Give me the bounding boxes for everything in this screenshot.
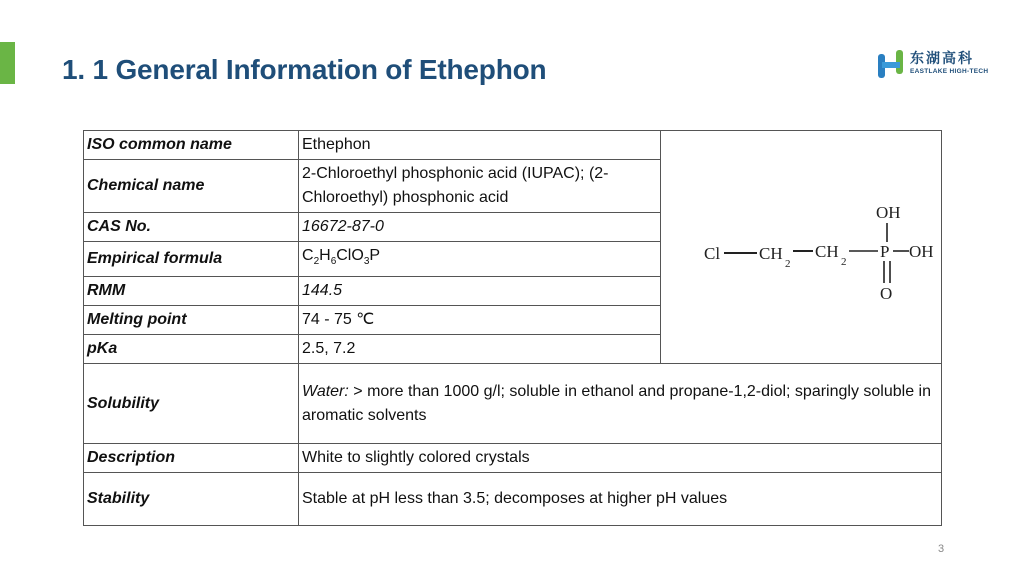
iso-common-name-value: Ethephon — [299, 131, 661, 160]
solubility-label: Solubility — [84, 364, 299, 444]
table-row — [84, 473, 942, 526]
iso-common-name-label: ISO common name — [84, 131, 299, 160]
structure-ch2-b-sub: 2 — [841, 256, 847, 269]
stability-label: Stability — [84, 473, 299, 526]
logo-mark-icon — [876, 48, 906, 82]
table-row — [84, 444, 942, 473]
empirical-formula-label: Empirical formula — [84, 242, 299, 277]
logo-chinese-text: 东湖高科 — [910, 51, 974, 67]
structure-ch2-a: CH — [759, 244, 783, 264]
description-value: White to slightly colored crystals — [299, 444, 942, 473]
solubility-text: > more than 1000 g/l; soluble in ethanol and propane-1,2-diol; sparingly soluble in aromatic solvents — [302, 382, 931, 424]
accent-bar — [0, 42, 15, 84]
structure-ch2-a-sub: 2 — [785, 258, 791, 271]
chemical-name-value: 2-Chloroethyl phosphonic acid (IUPAC); (2-Chloroethyl) phosphonic acid — [299, 160, 661, 213]
description-label: Description — [84, 444, 299, 473]
structure-oh-right: OH — [909, 242, 934, 262]
melting-point-value: 74 - 75 ℃ — [299, 306, 661, 335]
empirical-formula-value: $C_2H_6ClO_3P$ — [299, 242, 661, 277]
company-logo — [876, 46, 988, 86]
cas-number-value: 16672-87-0 — [299, 213, 661, 242]
solubility-prefix: Water: — [302, 382, 349, 400]
chemical-name-label: Chemical name — [84, 160, 299, 213]
structure-p: P — [880, 242, 890, 262]
structure-cell — [661, 131, 942, 364]
ethephon-structure-diagram — [681, 187, 934, 307]
page-number: 3 — [938, 543, 945, 555]
structure-ch2-b: CH — [815, 242, 839, 262]
table-row — [84, 131, 942, 160]
pka-value: 2.5, 7.2 — [299, 335, 661, 364]
cas-number-label: CAS No. — [84, 213, 299, 242]
pka-label: pKa — [84, 335, 299, 364]
structure-oh-top: OH — [876, 203, 901, 223]
ethephon-info-table — [83, 130, 942, 526]
logo-english-text: EASTLAKE HIGH-TECH — [910, 68, 989, 75]
page-title: 1. 1 General Information of Ethephon — [62, 54, 547, 85]
solubility-value — [299, 364, 942, 444]
structure-cl: Cl — [704, 244, 721, 264]
melting-point-label: Melting point — [84, 306, 299, 335]
rmm-value: 144.5 — [299, 277, 661, 306]
stability-value: Stable at pH less than 3.5; decomposes at higher pH values — [299, 473, 942, 526]
table-row — [84, 364, 942, 444]
rmm-label: RMM — [84, 277, 299, 306]
structure-o-bottom: O — [880, 284, 893, 304]
